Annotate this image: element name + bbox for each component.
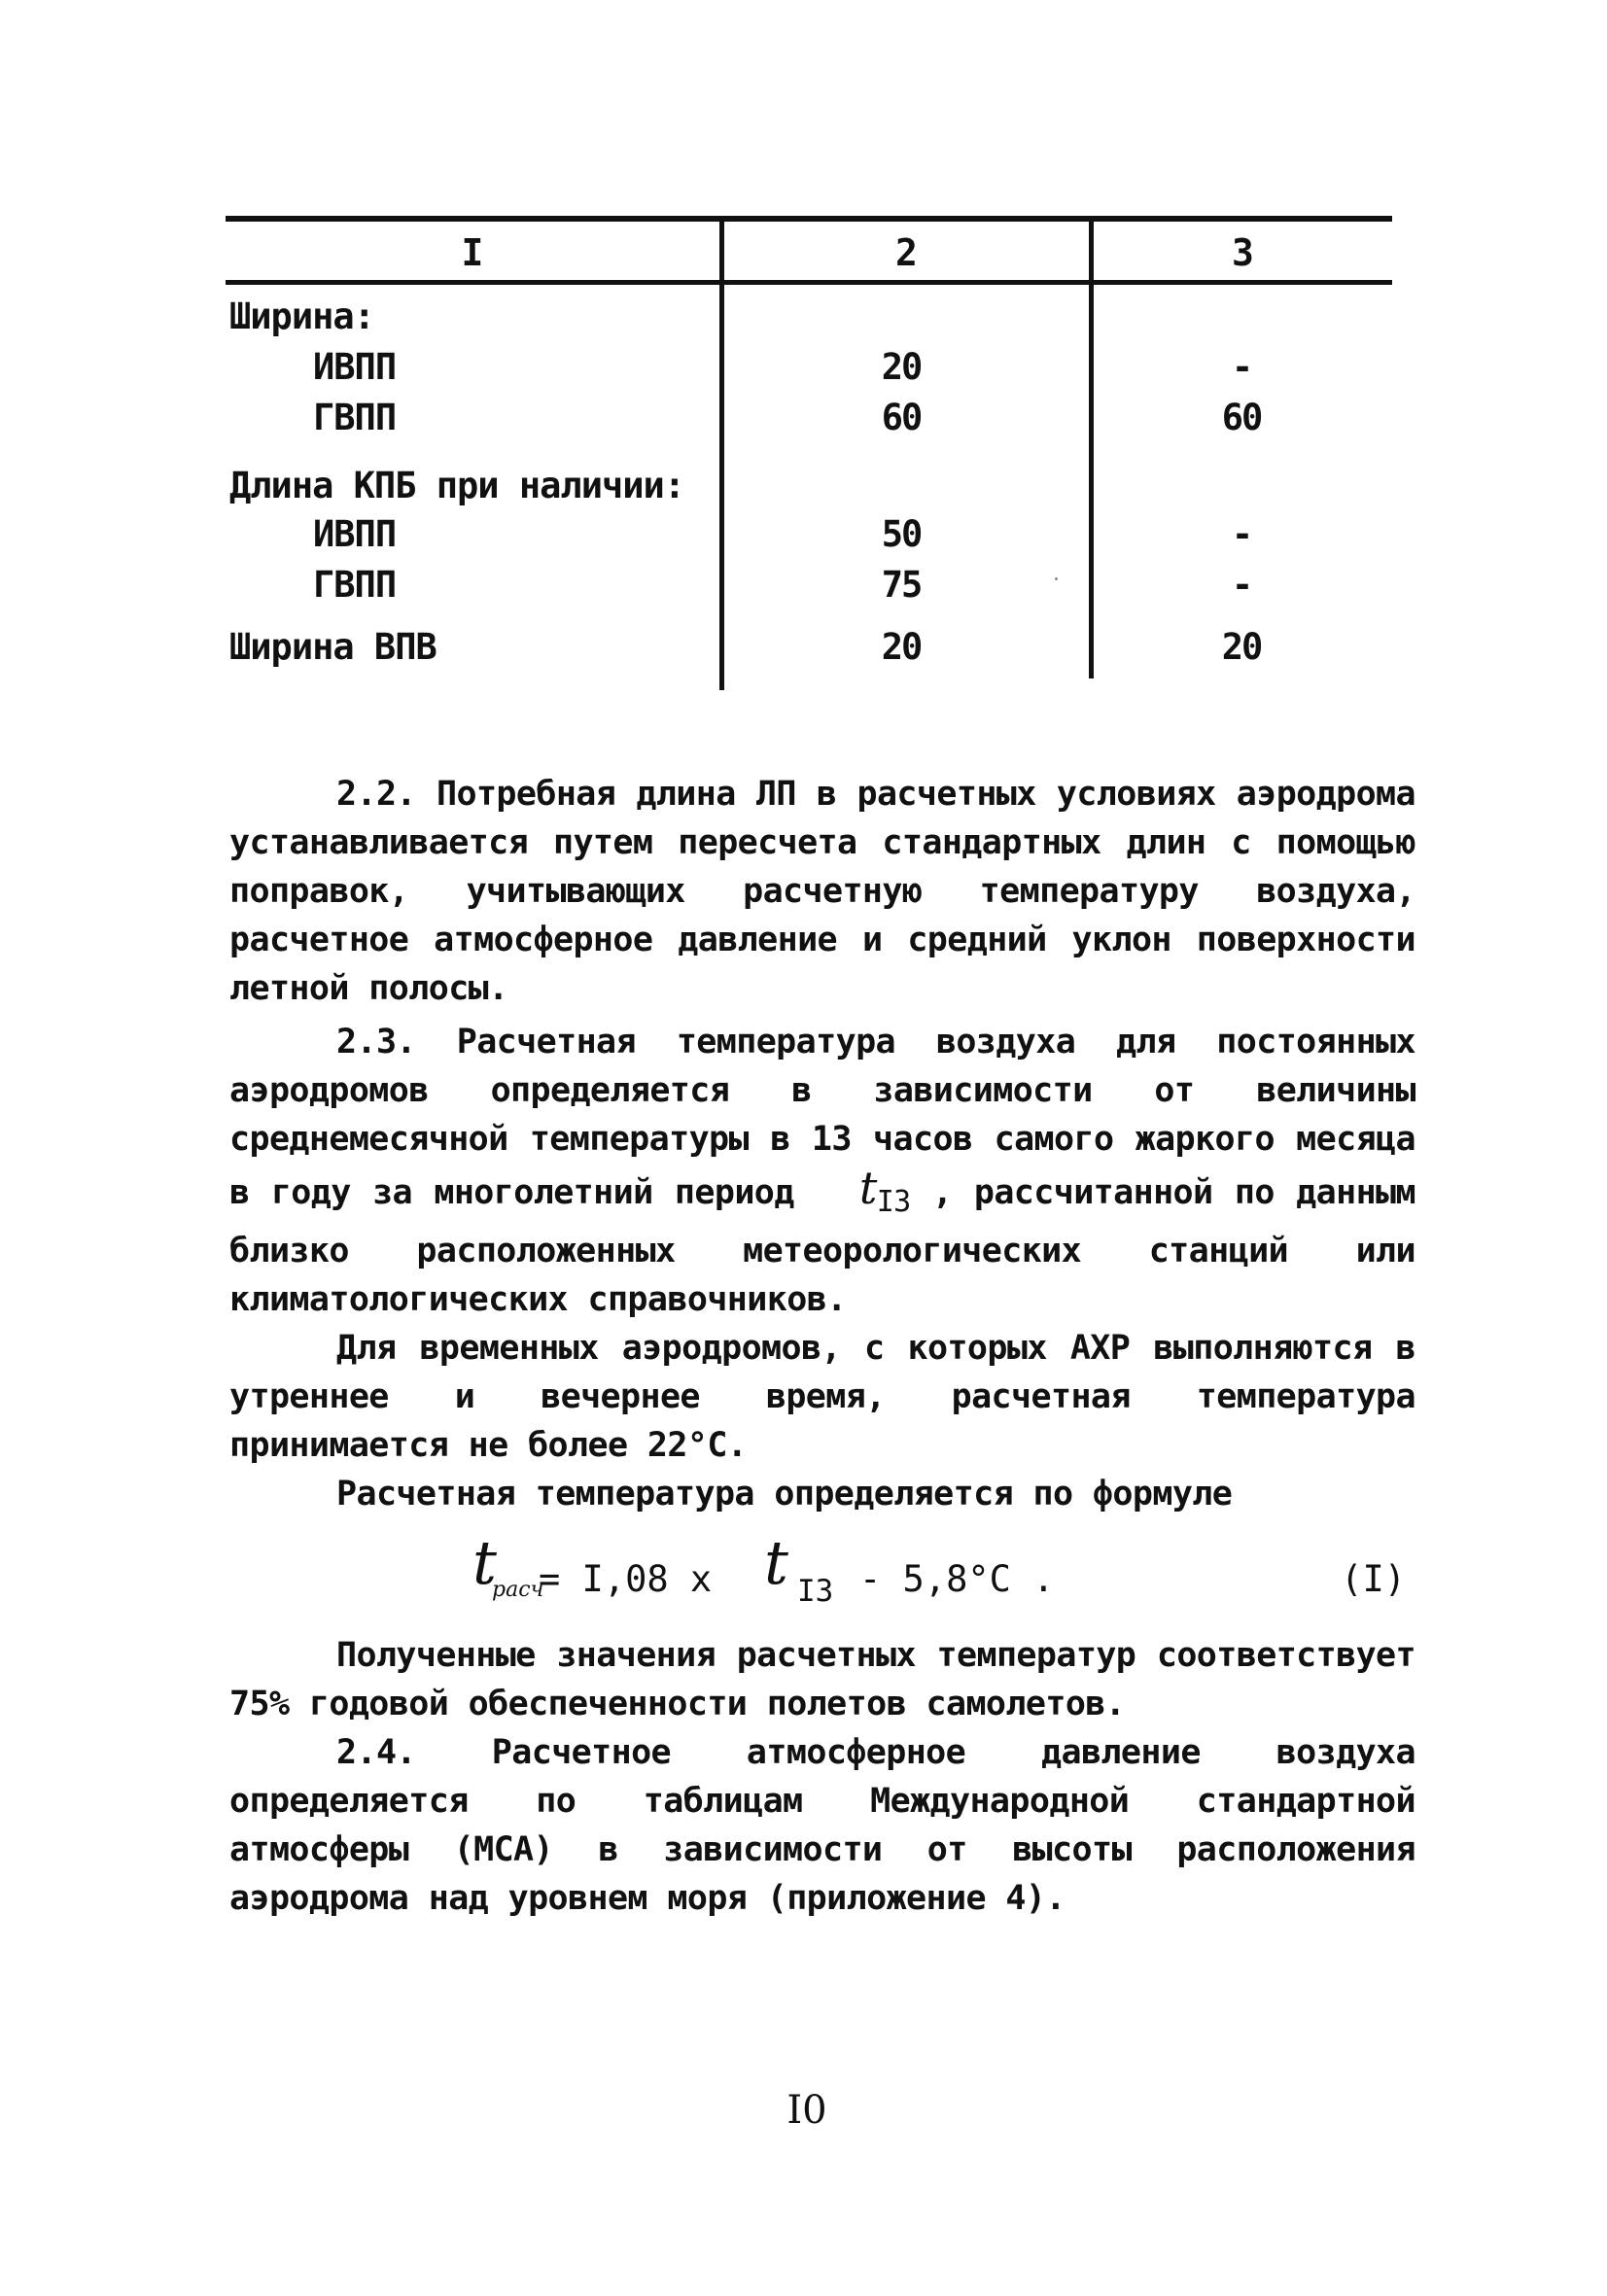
parameters-table: [226, 216, 1392, 690]
table-header-col1: I: [461, 231, 484, 274]
paragraph-2-2: 2.2. Потребная длина ЛП в расчетных условиях аэродрома устанавливается путем пересчета стандартных длин с помощью поправок, учитывающих расчетную температуру воздуха, расчетное атмосферное давление и средний уклон поверхности летной полосы.: [229, 775, 1415, 1008]
row-col3: -: [1231, 513, 1252, 555]
table-row: [226, 562, 1392, 609]
row-col2: 50: [881, 513, 922, 555]
table-header-rule: [226, 280, 1392, 285]
formula-t13: t: [764, 1527, 788, 1598]
formula-sub-13: I3: [797, 1574, 834, 1609]
row-col3: -: [1231, 564, 1252, 606]
paragraph-2-4: 2.4. Расчетное атмосферное давление воздуха определяется по таблицам Международной стандартной атмосферы (МСА) в зависимости от высоты расположения аэродрома над уровнем моря (приложение 4).: [229, 1733, 1415, 1918]
formula-number: (I): [1341, 1558, 1406, 1600]
paragraph-result: Полученные значения расчетных температур соответствует 75% годовой обеспеченности полетов самолетов.: [229, 1636, 1415, 1723]
row-col3: 60: [1221, 397, 1262, 438]
row-label: ГВПП: [313, 564, 397, 606]
row-col2: 60: [881, 397, 922, 438]
formula-coefficient: = I,08 x: [539, 1558, 713, 1600]
row-col2: 75: [881, 564, 922, 606]
section-2-2: [229, 770, 1415, 1013]
table-header-col3: 3: [1232, 231, 1254, 274]
table-top-rule: [226, 216, 1392, 222]
paragraph-temporary-airfields: Для временных аэродромов, с которых АХР выполняются в утреннее и вечернее время, расчетная температура принимается не более 22°С.: [229, 1329, 1415, 1465]
table-row: [226, 511, 1392, 558]
table-header-col2: 2: [895, 231, 918, 274]
section-result: [229, 1631, 1415, 1923]
table-row: [226, 294, 1392, 340]
table-row: [226, 344, 1392, 391]
row-label: ГВПП: [313, 397, 397, 438]
paragraph-2-3: [229, 1018, 1415, 1324]
table-column-divider: [719, 222, 724, 690]
formula-1: [229, 1521, 1415, 1609]
row-col3: -: [1231, 346, 1252, 388]
row-label: ИВПП: [313, 346, 397, 388]
row-label: Длина КПБ при наличии:: [229, 465, 685, 506]
t-symbol: t: [858, 1162, 877, 1214]
row-label: Ширина ВПВ: [229, 626, 437, 668]
table-column-divider: [1089, 222, 1094, 678]
section-2-3: [229, 1018, 1415, 1518]
paragraph-formula-intro: Расчетная температура определяется по формуле: [336, 1475, 1233, 1513]
formula-offset: - 5,8°С .: [859, 1558, 1055, 1600]
row-col3: 20: [1221, 626, 1262, 668]
paragraph-2-3-end: , рассчитанной по данным близко расположенных метеорологических станций или климатологических справочников.: [229, 1173, 1415, 1319]
row-label: Ширина:: [229, 296, 374, 337]
row-label: ИВПП: [313, 513, 397, 555]
t-subscript: I3: [876, 1185, 911, 1219]
formula-sub-calc: расч: [492, 1578, 544, 1602]
formula-t-calc: t: [472, 1527, 497, 1598]
table-row: [226, 624, 1392, 671]
page-number: I0: [786, 2088, 827, 2133]
table-row: [226, 463, 1392, 509]
row-col2: 20: [881, 626, 922, 668]
scan-speck: [1055, 577, 1058, 580]
row-col2: 20: [881, 346, 922, 388]
paragraph-2-3-start: 2.3. Расчетная температура воздуха для постоянных аэродромов определяется в зависимости от величины среднемесячной температуры в 13 часов самого жаркого месяца в году за многолетний период: [229, 1023, 1415, 1212]
table-row: [226, 395, 1392, 441]
